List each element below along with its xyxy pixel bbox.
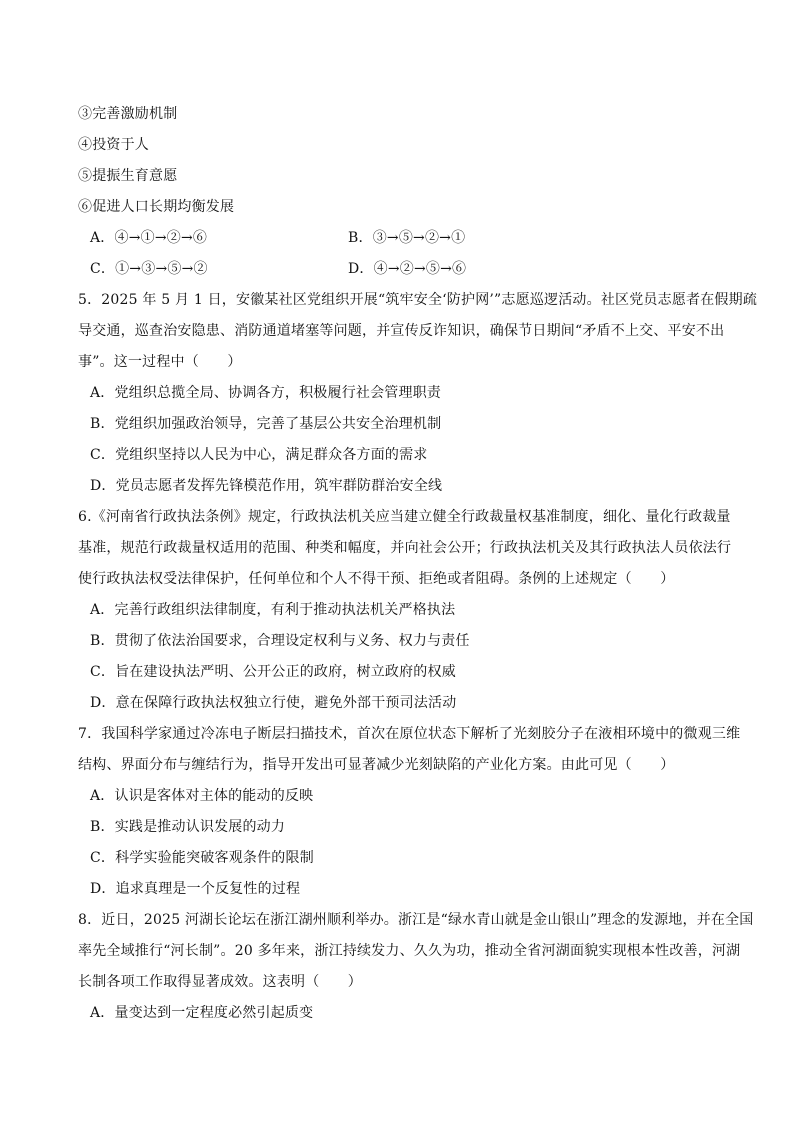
q5-option-c: C．党组织坚持以人民为中心，满足群众各方面的需求 [90, 447, 428, 463]
q4-option-b: B．③→⑤→②→① [348, 230, 466, 246]
q4-option-c: C．①→③→⑤→② [90, 261, 208, 277]
q4-option-a: A．④→①→②→⑥ [90, 230, 208, 246]
q6-stem-line-2: 基准，规范行政裁量权适用的范围、种类和幅度，并向社会公开；行政执法机关及其行政执法人员依法行 [78, 540, 732, 556]
q6-option-a: A．完善行政组织法律制度，有利于推动执法机关严格执法 [90, 602, 456, 618]
q5-option-b: B．党组织加强政治领导，完善了基层公共安全治理机制 [90, 416, 442, 432]
q5-stem-line-1: 5．2025 年 5 月 1 日，安徽某社区党组织开展“筑牢安全‘防护网’”志愿巡逻活动。社区党员志愿者在假期疏 [78, 292, 758, 308]
q8-option-a: A．量变达到一定程度必然引起质变 [90, 1005, 314, 1021]
q4-item-4: ④投资于人 [78, 137, 149, 153]
q6-option-c: C．旨在建设执法严明、公开公正的政府，树立政府的权威 [90, 664, 456, 680]
q6-stem-line-1: 6.《河南省行政执法条例》规定，行政执法机关应当建立健全行政裁量权基准制度，细化、量化行政裁量 [78, 509, 731, 525]
q7-option-d: D．追求真理是一个反复性的过程 [90, 881, 301, 897]
q7-option-c: C．科学实验能突破客观条件的限制 [90, 850, 314, 866]
q4-item-3: ③完善激励机制 [78, 106, 178, 122]
q5-stem-line-3: 事”。这一过程中（ ） [78, 354, 242, 370]
q4-option-d: D．④→②→⑤→⑥ [348, 261, 467, 277]
q5-stem-line-2: 导交通，巡查治安隐患、消防通道堵塞等问题，并宣传反诈知识，确保节日期间“矛盾不上交、平安不出 [78, 323, 725, 339]
q5-option-a: A．党组织总揽全局、协调各方，积极履行社会管理职责 [90, 385, 442, 401]
q8-stem-line-2: 率先全域推行“河长制”。20 多年来，浙江持续发力、久久为功，推动全省河湖面貌实现根本性改善，河湖 [78, 943, 741, 959]
q5-option-d: D．党员志愿者发挥先锋模范作用，筑牢群防群治安全线 [90, 478, 443, 494]
q7-stem-line-2: 结构、界面分布与缠结行为，指导开发出可显著减少光刻缺陷的产业化方案。由此可见（ ） [78, 757, 675, 773]
q6-option-d: D．意在保障行政执法权独立行使，避免外部干预司法活动 [90, 695, 457, 711]
q7-option-a: A．认识是客体对主体的能动的反映 [90, 788, 314, 804]
q7-option-b: B．实践是推动认识发展的动力 [90, 819, 286, 835]
q6-stem-line-3: 使行政执法权受法律保护，任何单位和个人不得干预、拒绝或者阻碍。条例的上述规定（ ） [78, 571, 675, 587]
q8-stem-line-1: 8．近日，2025 河湖长论坛在浙江湖州顺利举办。浙江是“绿水青山就是金山银山”理念的发源地，并在全国 [78, 912, 754, 928]
q6-option-b: B．贯彻了依法治国要求，合理设定权利与义务、权力与责任 [90, 633, 470, 649]
q4-item-6: ⑥促进人口长期均衡发展 [78, 199, 235, 215]
q4-item-5: ⑤提振生育意愿 [78, 168, 178, 184]
q7-stem-line-1: 7．我国科学家通过冷冻电子断层扫描技术，首次在原位状态下解析了光刻胶分子在液相环境中的微观三维 [78, 726, 741, 742]
q8-stem-line-3: 长制各项工作取得显著成效。这表明（ ） [78, 974, 362, 990]
